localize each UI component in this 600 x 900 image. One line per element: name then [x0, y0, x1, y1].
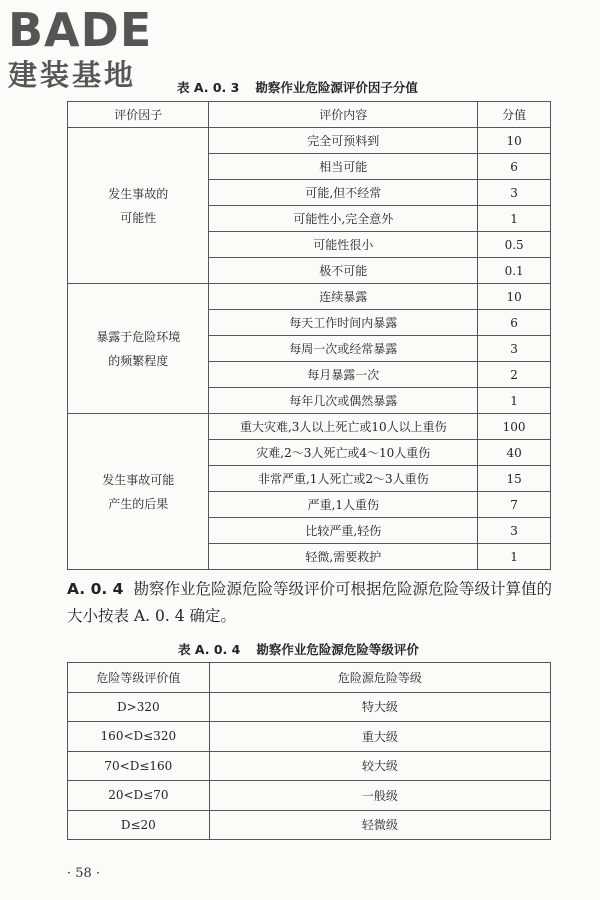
score-cell: 0.5 — [478, 232, 551, 258]
score-cell: 1 — [478, 206, 551, 232]
risk-level-cell: 一般级 — [209, 781, 550, 811]
risk-level-table — [67, 662, 551, 840]
header-risk-level: 危险源危险等级 — [209, 663, 550, 693]
score-cell: 40 — [478, 440, 551, 466]
content-cell: 相当可能 — [209, 154, 478, 180]
logo-subtitle: 建装基地 — [8, 58, 137, 92]
content-cell: 每年几次或偶然暴露 — [209, 388, 478, 414]
content-cell: 灾难,2～3人死亡或4～10人重伤 — [209, 440, 478, 466]
content-cell: 可能性小,完全意外 — [209, 206, 478, 232]
risk-factor-score-table — [67, 101, 551, 570]
logo-wordmark: BADE — [8, 3, 153, 57]
content-cell: 可能,但不经常 — [209, 180, 478, 206]
table-row — [68, 781, 551, 811]
evaluation-value-cell: D≤20 — [68, 810, 210, 840]
risk-level-cell: 较大级 — [209, 751, 550, 781]
risk-level-cell: 重大级 — [209, 722, 550, 752]
header-factor: 评价因子 — [68, 102, 209, 128]
table-row — [68, 284, 551, 310]
factor-line: 发生事故的 — [108, 186, 169, 201]
score-cell: 0.1 — [478, 258, 551, 284]
evaluation-value-cell: 20<D≤70 — [68, 781, 210, 811]
content-cell: 非常严重,1人死亡或2～3人重伤 — [209, 466, 478, 492]
evaluation-value-cell: 160<D≤320 — [68, 722, 210, 752]
content-cell: 严重,1人重伤 — [209, 492, 478, 518]
header-score: 分值 — [478, 102, 551, 128]
score-cell: 7 — [478, 492, 551, 518]
content-cell: 连续暴露 — [209, 284, 478, 310]
factor-line: 的频繁程度 — [108, 353, 169, 368]
content-cell: 每天工作时间内暴露 — [209, 310, 478, 336]
table-a03-caption — [177, 78, 418, 96]
factor-cell — [68, 128, 209, 284]
content-cell: 极不可能 — [209, 258, 478, 284]
table-a03-title: 勘察作业危险源评价因子分值 — [255, 80, 418, 95]
score-cell: 10 — [478, 128, 551, 154]
factor-cell — [68, 414, 209, 570]
table-a04-caption — [178, 640, 419, 658]
clause-text: 勘察作业危险源危险等级评价可根据危险源危险等级计算值的大小按表 A. 0. 4 确定。 — [67, 580, 552, 625]
score-cell: 10 — [478, 284, 551, 310]
evaluation-value-cell: D>320 — [68, 692, 210, 722]
content-cell: 轻微,需要救护 — [209, 544, 478, 570]
score-cell: 1 — [478, 544, 551, 570]
risk-level-cell: 轻微级 — [209, 810, 550, 840]
table-a04-title: 勘察作业危险源危险等级评价 — [256, 642, 419, 657]
score-cell: 1 — [478, 388, 551, 414]
table-row — [68, 692, 551, 722]
header-evaluation-value: 危险等级评价值 — [68, 663, 210, 693]
table-a04-number: 表 A. 0. 4 — [178, 642, 241, 657]
table-row — [68, 722, 551, 752]
content-cell: 重大灾难,3人以上死亡或10人以上重伤 — [209, 414, 478, 440]
factor-line: 暴露于危险环境 — [96, 329, 181, 344]
table-header-row — [68, 663, 551, 693]
score-cell: 3 — [478, 180, 551, 206]
table-row — [68, 810, 551, 840]
content-cell: 每周一次或经常暴露 — [209, 336, 478, 362]
content-cell: 可能性很小 — [209, 232, 478, 258]
clause-a04-paragraph — [67, 576, 555, 630]
score-cell: 6 — [478, 310, 551, 336]
factor-line: 产生的后果 — [108, 496, 169, 511]
evaluation-value-cell: 70<D≤160 — [68, 751, 210, 781]
table-row — [68, 751, 551, 781]
table-row — [68, 128, 551, 154]
table-row — [68, 414, 551, 440]
factor-cell — [68, 284, 209, 414]
score-cell: 3 — [478, 518, 551, 544]
score-cell: 15 — [478, 466, 551, 492]
factor-line: 可能性 — [120, 210, 157, 225]
content-cell: 比较严重,轻伤 — [209, 518, 478, 544]
brand-logo — [8, 4, 178, 92]
score-cell: 2 — [478, 362, 551, 388]
content-cell: 每月暴露一次 — [209, 362, 478, 388]
table-a03-number: 表 A. 0. 3 — [177, 80, 240, 95]
score-cell: 3 — [478, 336, 551, 362]
score-cell: 6 — [478, 154, 551, 180]
clause-number: A. 0. 4 — [67, 580, 124, 598]
page-number: · 58 · — [67, 866, 101, 881]
content-cell: 完全可预料到 — [209, 128, 478, 154]
header-content: 评价内容 — [209, 102, 478, 128]
risk-level-cell: 特大级 — [209, 692, 550, 722]
factor-line: 发生事故可能 — [102, 472, 175, 487]
score-cell: 100 — [478, 414, 551, 440]
table-header-row — [68, 102, 551, 128]
